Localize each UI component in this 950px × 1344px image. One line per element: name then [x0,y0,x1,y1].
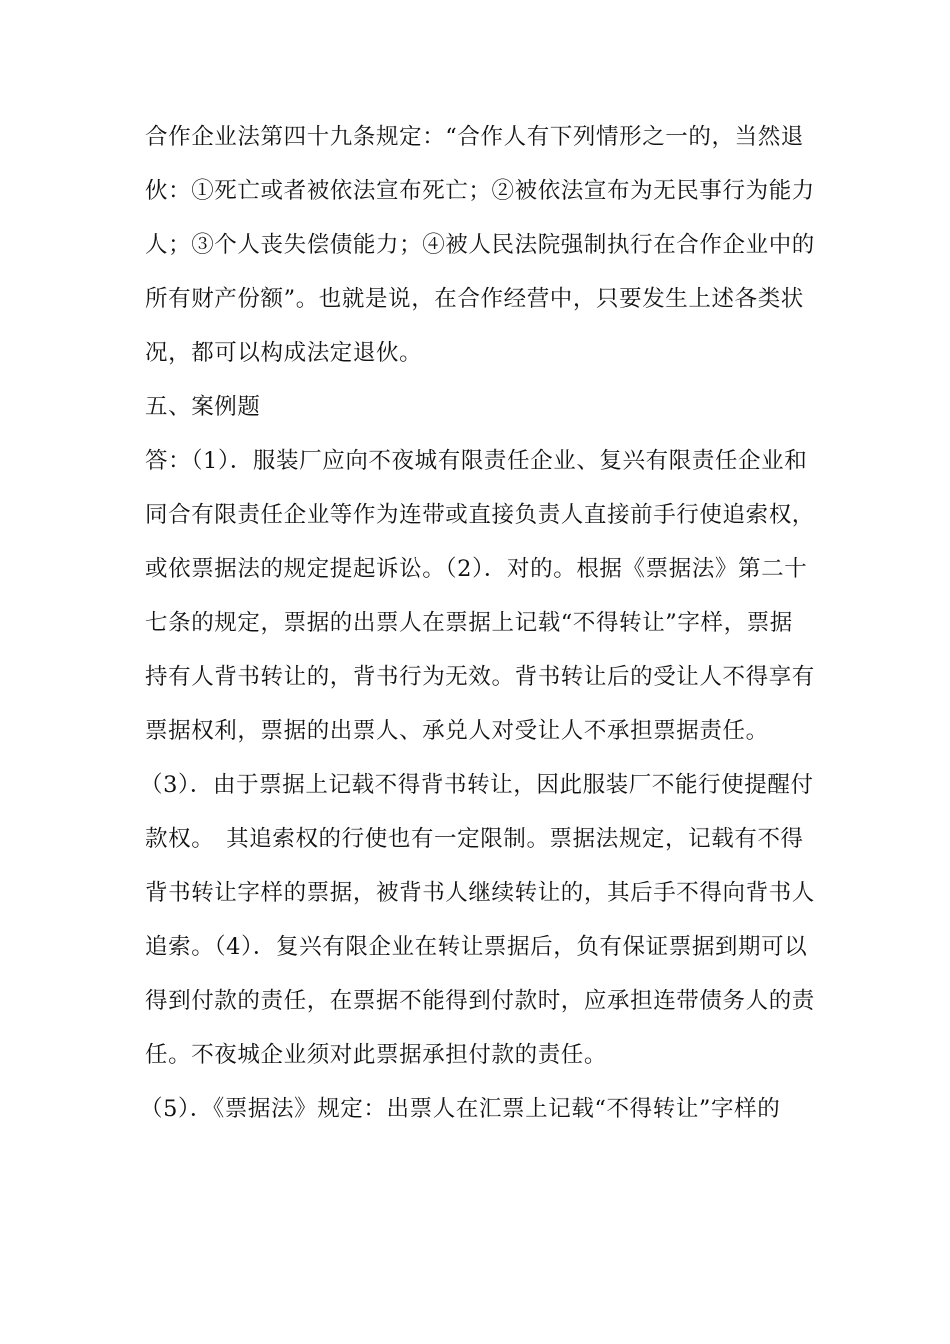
text-line: （5）．《票据法》规定：出票人在汇票上记载“不得转让”字样的 [140,1096,781,1122]
text-line: 况，都可以构成法定退伙。 [145,340,423,366]
text-line: 款权。 其追索权的行使也有一定限制。票据法规定，记载有不得 [145,826,804,852]
text-line: 所有财产份额”。也就是说，在合作经营中，只要发生上述各类状 [145,286,804,312]
text-line: 同合有限责任企业等作为连带或直接负责人直接前手行使追索权， [145,502,815,528]
text-line: 持有人背书转让的，背书行为无效。背书转让后的受让人不得享有 [145,664,815,690]
text-line: 伙：①死亡或者被依法宣布死亡；②被依法宣布为无民事行为能力 [145,178,815,204]
text-line: 背书转让字样的票据，被背书人继续转让的，其后手不得向背书人 [145,880,815,906]
text-line: 得到付款的责任，在票据不能得到付款时，应承担连带债务人的责 [145,988,815,1014]
text-line: 票据权利，票据的出票人、承兑人对受让人不承担票据责任。 [145,718,769,744]
text-line: 七条的规定，票据的出票人在票据上记载“不得转让”字样，票据 [145,610,793,636]
text-line: 人；③个人丧失偿债能力；④被人民法院强制执行在合作企业中的 [145,232,815,258]
text-line: 或依票据法的规定提起诉讼。（2）．对的。根据《票据法》第二十 [145,556,808,582]
text-line: 追索。（4）．复兴有限企业在转让票据后，负有保证票据到期可以 [145,934,808,960]
text-line: （3）．由于票据上记载不得背书转让，因此服装厂不能行使提醒付 [140,772,814,798]
text-line: 合作企业法第四十九条规定：“合作人有下列情形之一的，当然退 [145,124,804,150]
section-heading: 五、案例题 [145,394,261,420]
text-line: 任。不夜城企业须对此票据承担付款的责任。 [145,1042,608,1068]
text-line: 答：（1）．服装厂应向不夜城有限责任企业、复兴有限责任企业和 [145,448,808,474]
